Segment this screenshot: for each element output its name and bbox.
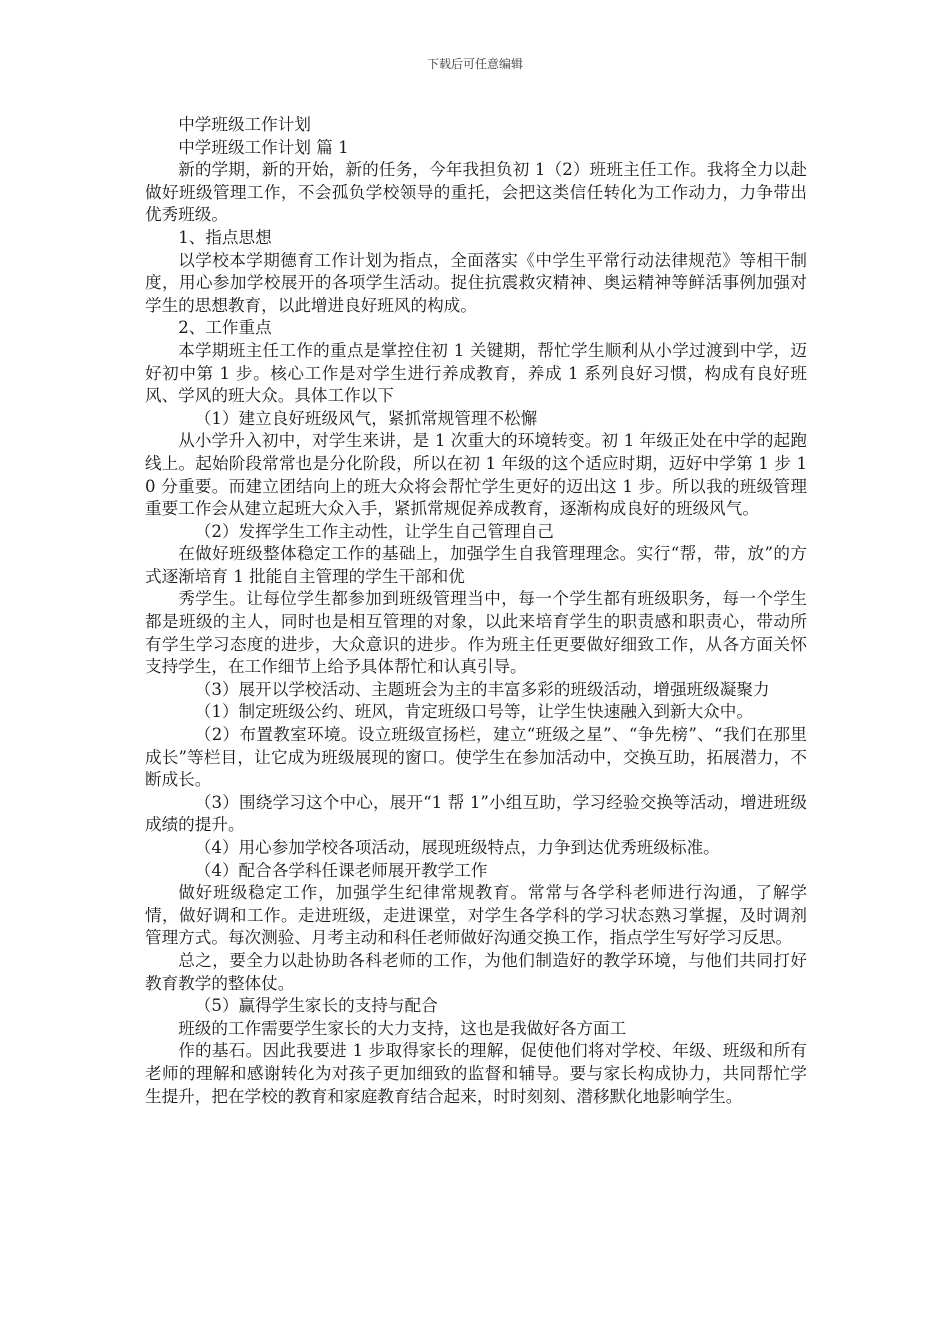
- body-paragraph: 在做好班级整体稳定工作的基础上，加强学生自我管理理念。实行“帮，带，放”的方式逐渐培育 1 批能自主管理的学生干部和优: [145, 544, 807, 586]
- body-paragraph: 做好班级稳定工作，加强学生纪律常规教育。常常与各学科老师进行沟通，了解学情，做好调和工作。走进班级，走进课堂，对学生各学科的学习状态熟习掌握，及时调剂管理方式。每次测验、月考主动和科任老师做好沟通交换工作，指点学生写好学习反思。: [145, 883, 807, 948]
- body-paragraph: 从小学升入初中，对学生来讲，是 1 次重大的环境转变。初 1 年级正处在中学的起跑线上。起始阶段常常也是分化阶段，所以在初 1 年级的这个适应时期，迈好中学第 1 步 10 分重要。而建立团结向上的班大众将会帮忙学生更好的迈出这 1 步。所以我的班级管理重要工作会从建立起班大众入手，紧抓常规促养成教育，逐渐构成良好的班级风气。: [145, 431, 807, 519]
- body-paragraph: 秀学生。让每位学生都参加到班级管理当中，每一个学生都有班级职务，每一个学生都是班级的主人，同时也是相互管理的对象，以此来培育学生的职责感和职责心，带动所有学生学习态度的进步，大众意识的进步。作为班主任更要做好细致工作，从各方面关怀支持学生，在工作细节上给予具体帮忙和认真引导。: [145, 589, 807, 677]
- body-paragraph: （2）布置教室环境。设立班级宣扬栏，建立“班级之星”、“争先榜”、“我们在那里成长”等栏目，让它成为班级展现的窗口。使学生在参加活动中，交换互助，拓展潜力，不断成长。: [145, 725, 807, 790]
- body-paragraph: 本学期班主任工作的重点是掌控住初 1 关键期，帮忙学生顺利从小学过渡到中学，迈好初中第 1 步。核心工作是对学生进行养成教育，养成 1 系列良好习惯，构成有良好班风、学风的班大众。具体工作以下: [145, 340, 807, 406]
- body-paragraph: 1、指点思想: [178, 227, 272, 247]
- body-paragraph: 总之，要全力以赴协助各科老师的工作，为他们制造好的教学环境，与他们共同打好教育教学的整体仗。: [145, 950, 807, 993]
- body-paragraph: 班级的工作需要学生家长的大力支持，这也是我做好各方面工: [178, 1018, 627, 1038]
- document-title: 中学班级工作计划: [178, 115, 311, 134]
- page-header-note: 下载后可任意编辑: [426, 57, 523, 71]
- body-paragraph: 以学校本学期德育工作计划为指点，全面落实《中学生平常行动法律规范》等相干制度，用心参加学校展开的各项学生活动。捉住抗震救灾精神、奥运精神等鲜活事例加强对学生的思想教育，以此增进良好班风的构成。: [145, 250, 807, 315]
- body-paragraph: （1）制定班级公约、班风，肯定班级口号等，让学生快速融入到新大众中。: [194, 702, 753, 722]
- document-subtitle: 中学班级工作计划 篇 1: [178, 137, 349, 157]
- body-paragraph: 新的学期，新的开始，新的任务，今年我担负初 1（2）班班主任工作。我将全力以赴做好班级管理工作，不会孤负学校领导的重托，会把这类信任转化为工作动力，力争带出优秀班级。: [145, 160, 807, 225]
- body-paragraph: （5）赢得学生家长的支持与配合: [194, 996, 438, 1016]
- body-paragraph: 2、工作重点: [178, 318, 272, 338]
- body-paragraph: （4）配合各学科任课老师展开教学工作: [194, 860, 488, 880]
- body-paragraph: （3）围绕学习这个中心，展开“1 帮 1”小组互助，学习经验交换等活动，增进班级成绩的提升。: [145, 792, 807, 835]
- body-paragraph: （1）建立良好班级风气，紧抓常规管理不松懈: [194, 408, 538, 428]
- body-paragraph: 作的基石。因此我要进 1 步取得家长的理解，促使他们将对学校、年级、班级和所有老师的理解和感谢转化为对孩子更加细致的监督和辅导。要与家长构成协力，共同帮忙学生提升，把在学校的教育和家庭教育结合起来，时时刻刻、潜移默化地影响学生。: [145, 1041, 807, 1106]
- body-paragraph: （4）用心参加学校各项活动，展现班级特点，力争到达优秀班级标准。: [194, 838, 720, 857]
- document-body: [145, 114, 807, 1108]
- body-paragraph: （3）展开以学校活动、主题班会为主的丰富多彩的班级活动，增强班级凝聚力: [194, 679, 770, 699]
- body-paragraph: （2）发挥学生工作主动性，让学生自己管理自己: [194, 521, 554, 541]
